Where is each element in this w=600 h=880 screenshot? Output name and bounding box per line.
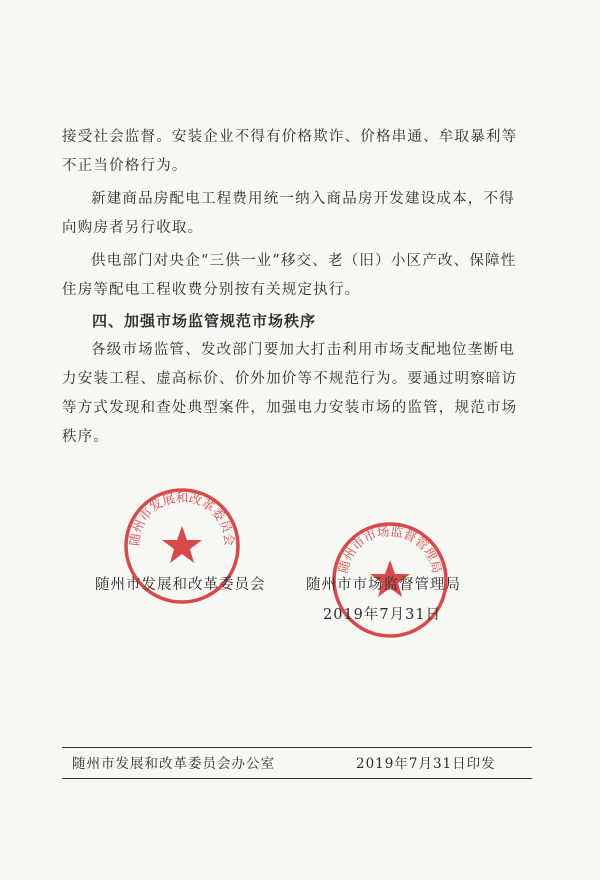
section-heading <box>62 307 522 336</box>
paragraph-text: 新建商品房配电工程费用统一纳入商品房开发建设成本，不得向购房者另行收取。 <box>62 191 515 236</box>
footer-print-date <box>356 752 496 772</box>
footer-top-rule <box>62 747 532 748</box>
footer-print-date-text: 2019年7月31日印发 <box>356 756 496 772</box>
signature-date-text: 2019年7月31日 <box>323 607 442 623</box>
paragraph-supervision <box>62 123 522 181</box>
signature-left <box>95 573 266 594</box>
paragraph-text: 接受社会监督。安装企业不得有价格欺诈、价格串通、牟取暴利等不正当价格行为。 <box>62 129 518 174</box>
signature-left-text: 随州市发展和改革委员会 <box>95 577 266 593</box>
paragraph-power-dept <box>62 247 522 305</box>
signature-right-text: 随州市市场监督管理局 <box>306 577 461 593</box>
section-body <box>62 336 522 452</box>
footer-bottom-rule <box>62 778 532 779</box>
paragraph-new-housing <box>62 185 522 243</box>
section-body-text: 各级市场监管、发改部门要加大打击利用市场支配地位垄断电力安装工程、虚高标价、价外加价等不规范行为。要通过明察暗访等方式发现和查处典型案件，加强电力安装市场的监管，规范市场秩序。 <box>62 342 518 445</box>
right-seal-text: 随州市市场监督管理局 <box>335 523 445 575</box>
footer-office <box>72 752 275 772</box>
signature-date <box>323 603 441 624</box>
footer-office-text: 随州市发展和改革委员会办公室 <box>72 756 275 772</box>
section-heading-text: 四、加强市场监管规范市场秩序 <box>92 312 317 330</box>
paragraph-text: 供电部门对央企“三供一业”移交、老（旧）小区产改、保障性住房等配电工程收费分别按有关规定执行。 <box>62 253 517 298</box>
left-seal-text: 随州市发展和改革委员会 <box>126 489 238 547</box>
signature-right <box>306 573 461 594</box>
